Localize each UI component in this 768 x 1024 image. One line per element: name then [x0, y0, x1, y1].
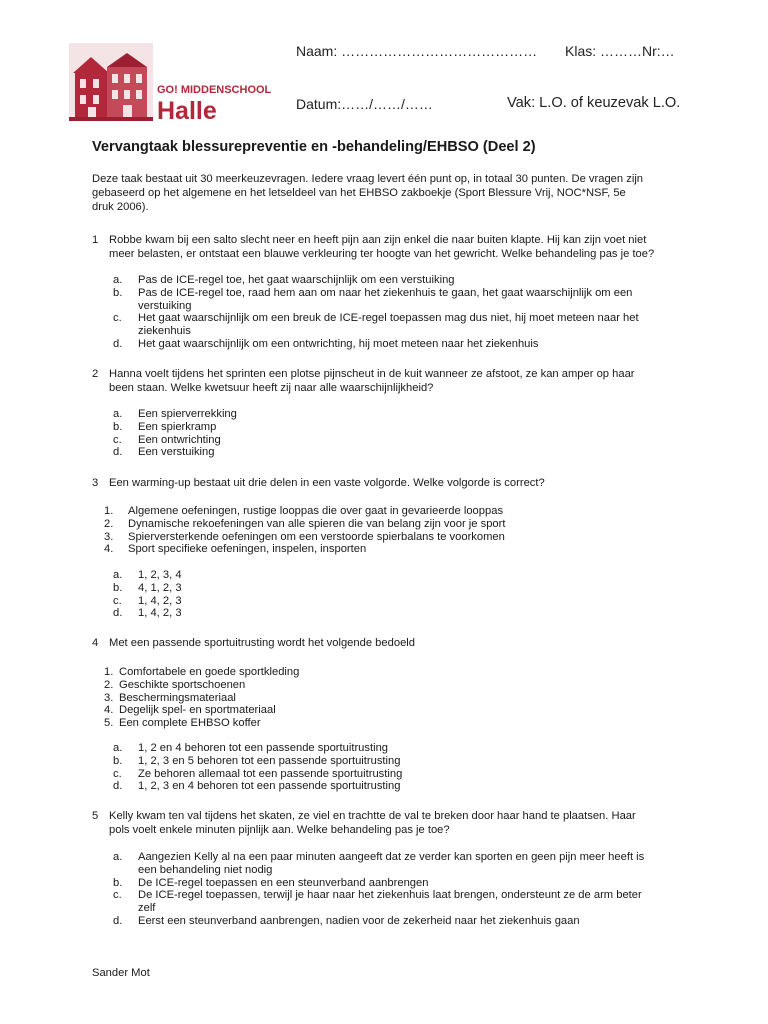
answer-option	[113, 274, 688, 287]
option-text: 4, 1, 2, 3	[138, 581, 182, 594]
option-text: 1, 2, 3 en 5 behoren tot een passende sportuitrusting	[138, 754, 401, 767]
option-marker: c.	[113, 767, 122, 780]
answer-option	[113, 421, 688, 434]
option-marker: d.	[113, 337, 123, 350]
option-text: Aangezien Kelly al na een paar minuten aangeeft dat ze verder kan sporten en geen pijn meer heeft is	[138, 851, 645, 863]
option-text: De ICE-regel toepassen en een steunverband aanbrengen	[138, 876, 429, 889]
answer-option	[113, 446, 688, 459]
question-number: 2	[92, 368, 99, 380]
numbered-item	[104, 679, 694, 692]
numbered-item	[104, 717, 694, 730]
question-text-line: Een warming-up bestaat uit drie delen in een vaste volgorde. Welke volgorde is correct?	[109, 477, 545, 489]
answer-option	[113, 877, 688, 890]
answer-option	[113, 569, 688, 582]
option-marker: a.	[113, 742, 123, 754]
question-number: 1	[92, 234, 99, 246]
question-text-line: pols voelt enkele minuten pijnlijk aan. Welke behandeling pas je toe?	[109, 824, 450, 836]
option-text: Ze behoren allemaal tot een passende sportuitrusting	[138, 767, 403, 780]
question-number: 4	[92, 637, 99, 649]
option-text: Een ontwrichting	[138, 433, 221, 446]
question-number: 3	[92, 477, 99, 489]
item-marker: 1.	[104, 666, 114, 678]
option-text: Een spierkramp	[138, 420, 217, 433]
option-text: Pas de ICE-regel toe, raad hem aan om naar het ziekenhuis te gaan, het gaat waarschijnlijk om een	[138, 286, 633, 299]
answer-option	[113, 582, 688, 595]
intro-paragraph	[92, 172, 643, 214]
item-text: Sport specifieke oefeningen, inspelen, insporten	[128, 543, 367, 556]
item-marker: 5.	[104, 717, 114, 730]
option-text: Het gaat waarschijnlijk om een ontwrichting, hij moet meteen naar het ziekenhuis	[138, 337, 539, 350]
option-marker: b.	[113, 754, 123, 767]
item-text: Geschikte sportschoenen	[119, 678, 246, 691]
option-marker: b.	[113, 581, 123, 594]
option-marker: c.	[113, 594, 122, 607]
option-marker: a.	[113, 851, 123, 863]
option-text: Eerst een steunverband aanbrengen, nadien voor de zekerheid naar het ziekenhuis gaan	[138, 914, 580, 927]
item-marker: 2.	[104, 678, 114, 691]
page-title: Vervangtaak blessurepreventie en -behandeling/EHBSO (Deel 2)	[92, 139, 536, 155]
option-marker: d.	[113, 446, 123, 459]
numbered-item	[104, 666, 694, 679]
option-marker: c.	[113, 889, 122, 902]
answer-option	[113, 287, 688, 313]
numbered-item	[104, 704, 694, 717]
option-marker: c.	[113, 312, 122, 325]
question-4-items	[104, 666, 694, 730]
option-marker: b.	[113, 286, 123, 299]
option-marker: a.	[113, 569, 123, 581]
item-marker: 4.	[104, 543, 114, 556]
question-number: 5	[92, 810, 99, 822]
answer-option	[113, 607, 688, 620]
option-marker: d.	[113, 914, 123, 927]
option-marker: b.	[113, 420, 123, 433]
name-field-label: Naam: ……………………………………	[296, 43, 538, 59]
numbered-item	[104, 543, 694, 556]
question-2-options	[113, 408, 688, 459]
option-marker: a.	[113, 274, 123, 286]
question-text-line: Met een passende sportuitrusting wordt het volgende bedoeld	[109, 637, 415, 649]
option-marker: d.	[113, 607, 123, 620]
answer-option	[113, 851, 688, 877]
question-text-line: meer belasten, er ontstaat een blauwe verkleuring ter hoogte van het gewricht. Welke behandeling pas je toe?	[109, 248, 655, 260]
question-5-options	[113, 851, 688, 928]
answer-option	[113, 915, 688, 928]
answer-option	[113, 338, 688, 351]
question-3-sequence-items	[104, 505, 694, 556]
option-text: een behandeling niet nodig	[138, 863, 273, 876]
answer-option	[113, 755, 688, 768]
option-text: 1, 4, 2, 3	[138, 594, 182, 607]
question-4-options	[113, 742, 688, 793]
answer-option	[113, 780, 688, 793]
question-3-options	[113, 569, 688, 620]
item-text: Een complete EHBSO koffer	[119, 717, 261, 730]
intro-line: gebaseerd op het algemene en het letseldeel van het EHBSO zakboekje (Sport Blessure Vrij, NOC*NSF, 5e	[92, 187, 626, 199]
option-marker: c.	[113, 433, 122, 446]
question-text-line: Kelly kwam ten val tijdens het skaten, ze viel en trachtte de val te breken door haar hand te plaatsen. Haar	[109, 810, 636, 822]
school-logo	[69, 43, 274, 121]
school-name: Halle	[157, 97, 217, 121]
option-marker: d.	[113, 780, 123, 793]
option-text: 1, 2, 3, 4	[138, 569, 182, 581]
subject-label: Vak: L.O. of keuzevak L.O.	[507, 95, 681, 111]
option-marker: a.	[113, 408, 123, 420]
answer-option	[113, 312, 688, 338]
numbered-item	[104, 518, 694, 531]
item-text: Comfortabele en goede sportkleding	[119, 666, 300, 678]
question-text-line: Robbe kwam bij een salto slecht neer en heeft pijn aan zijn enkel die naar buiten klapte. Hij kan zijn voet niet	[109, 234, 647, 246]
numbered-item	[104, 531, 694, 544]
option-marker: b.	[113, 876, 123, 889]
item-text: Algemene oefeningen, rustige looppas die over gaat in gevarieerde looppas	[128, 505, 504, 517]
answer-option	[113, 408, 688, 421]
option-text: verstuiking	[138, 299, 192, 312]
answer-option	[113, 889, 688, 915]
item-marker: 1.	[104, 505, 114, 517]
question-1-options	[113, 274, 688, 351]
option-text: Een verstuiking	[138, 446, 215, 459]
option-text: 1, 2 en 4 behoren tot een passende sportuitrusting	[138, 742, 389, 754]
option-text: 1, 4, 2, 3	[138, 607, 182, 620]
answer-option	[113, 742, 688, 755]
option-text: ziekenhuis	[138, 325, 191, 338]
option-text: 1, 2, 3 en 4 behoren tot een passende sportuitrusting	[138, 780, 401, 793]
item-text: Dynamische rekoefeningen van alle spieren die van belang zijn voor je sport	[128, 517, 506, 530]
school-prefix: GO! MIDDENSCHOOL	[157, 84, 272, 96]
item-text: Degelijk spel- en sportmateriaal	[119, 704, 276, 717]
item-text: Spierversterkende oefeningen om een verstoorde spierbalans te voorkomen	[128, 530, 505, 543]
question-text-line: Hanna voelt tijdens het sprinten een plotse pijnscheut in de kuit wanneer ze afstoot, ze kan amper op haar	[109, 368, 635, 380]
item-text: Beschermingsmateriaal	[119, 691, 236, 704]
item-marker: 3.	[104, 691, 114, 704]
answer-option	[113, 434, 688, 447]
answer-option	[113, 595, 688, 608]
option-text: De ICE-regel toepassen, terwijl je haar naar het ziekenhuis laat brengen, ondersteunt ze de arm beter	[138, 889, 642, 902]
class-number-field-label: Klas: ………Nr:…	[565, 43, 675, 59]
item-marker: 4.	[104, 704, 114, 717]
footer-author: Sander Mot	[92, 967, 150, 979]
numbered-item	[104, 505, 694, 518]
date-field-label: Datum:……/……/……	[296, 96, 433, 112]
intro-line: druk 2006).	[92, 201, 149, 213]
answer-option	[113, 768, 688, 781]
item-marker: 2.	[104, 517, 114, 530]
school-building-illustration	[69, 43, 274, 121]
option-text: Een spierverrekking	[138, 408, 237, 420]
item-marker: 3.	[104, 530, 114, 543]
intro-line: Deze taak bestaat uit 30 meerkeuzevragen. Iedere vraag levert één punt op, in totaal 30 punten. De vragen zijn	[92, 173, 644, 185]
option-text: zelf	[138, 902, 156, 915]
option-text: Het gaat waarschijnlijk om een breuk de ICE-regel toepassen mag dus niet, hij moet meteen naar het	[138, 312, 639, 325]
question-text-line: been staan. Welke kwetsuur heeft zij naar alle waarschijnlijkheid?	[109, 382, 434, 394]
option-text: Pas de ICE-regel toe, het gaat waarschijnlijk om een verstuiking	[138, 274, 455, 286]
numbered-item	[104, 692, 694, 705]
